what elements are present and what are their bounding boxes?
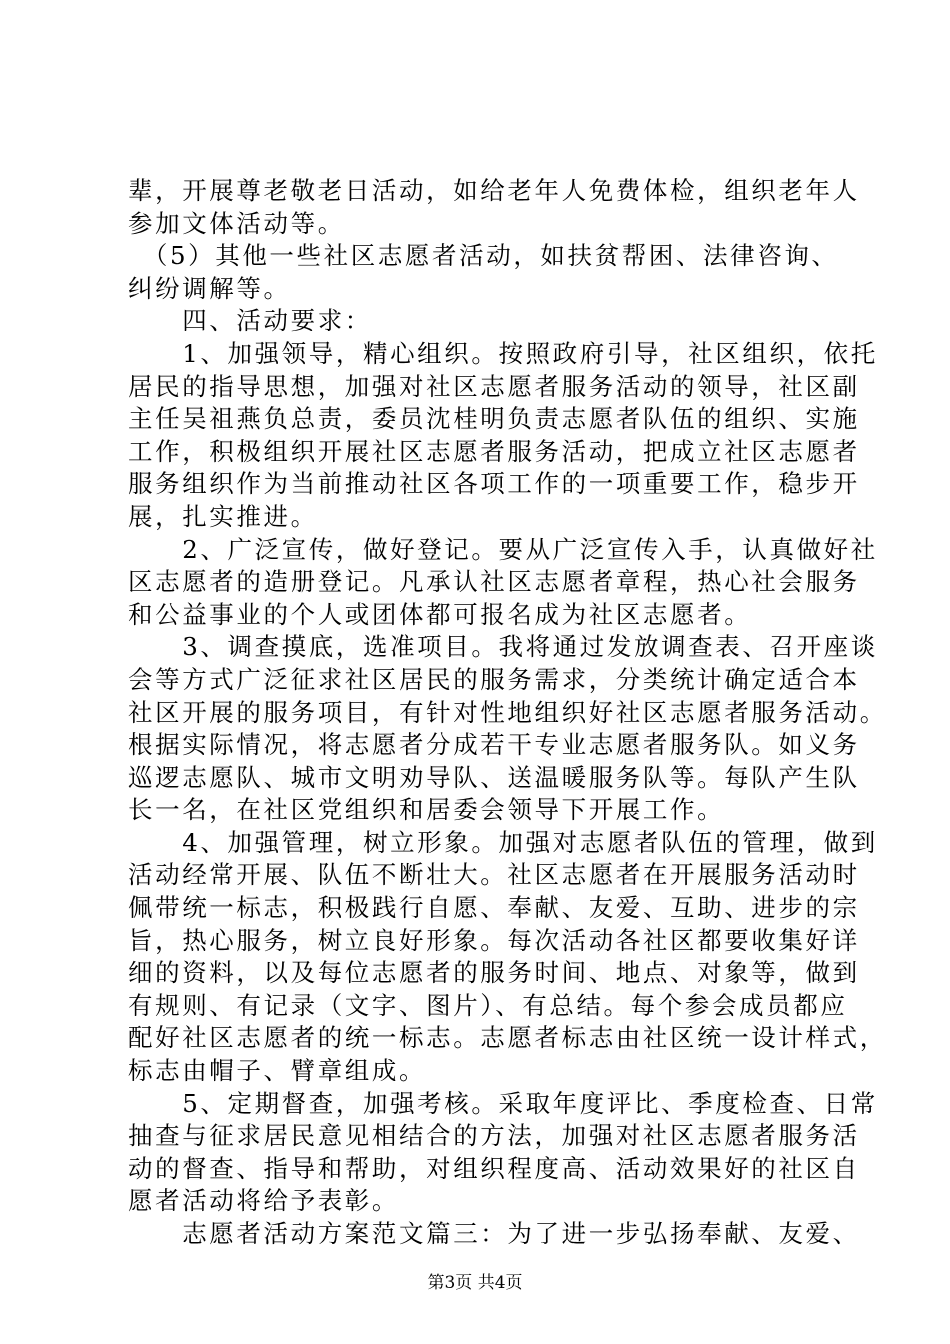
text-line: 主任吴祖燕负总责，委员沈桂明负责志愿者队伍的组织、实施 [128, 404, 860, 434]
text-line: 活动经常开展、队伍不断壮大。社区志愿者在开展服务活动时 [128, 860, 860, 890]
text-line: 居民的指导思想，加强对社区志愿者服务活动的领导，社区副 [128, 371, 860, 401]
document-body [128, 175, 887, 1251]
text-line: 辈，开展尊老敬老日活动，如给老年人免费体检，组织老年人 [128, 176, 860, 205]
text-line: 1、加强领导，精心组织。按照政府引导，社区组织，依托 [128, 338, 878, 368]
text-line: 细的资料，以及每位志愿者的服务时间、地点、对象等，做到 [128, 958, 860, 988]
text-line: 和公益事业的个人或团体都可报名成为社区志愿者。 [128, 599, 752, 629]
text-line: 长一名，在社区党组织和居委会领导下开展工作。 [128, 795, 725, 825]
text-line: （5）其他一些社区志愿者活动，如扶贫帮困、法律咨询、 [128, 241, 839, 271]
text-line: 根据实际情况，将志愿者分成若干专业志愿者服务队。如义务 [128, 730, 860, 760]
text-line: 纠纷调解等。 [128, 273, 291, 303]
text-line: 2、广泛宣传，做好登记。要从广泛宣传入手，认真做好社 [128, 534, 878, 564]
text-line: 展，扎实推进。 [128, 501, 318, 531]
text-line: 服务组织作为当前推动社区各项工作的一项重要工作，稳步开 [128, 469, 860, 499]
text-line: 参加文体活动等。 [128, 208, 345, 238]
text-line: 巡逻志愿队、城市文明劝导队、送温暖服务队等。每队产生队 [128, 762, 860, 792]
text-line: 有规则、有记录（文字、图片）、有总结。每个参会成员都应 [128, 990, 848, 1020]
text-line: 志愿者活动方案范文篇三：为了进一步弘扬奉献、友爱、 [128, 1219, 860, 1248]
text-line: 佩带统一标志，积极践行自愿、奉献、友爱、互助、进步的宗 [128, 893, 860, 923]
text-line: 社区开展的服务项目，有针对性地组织好社区志愿者服务活动。 [128, 697, 887, 727]
text-line: 配好社区志愿者的统一标志。志愿者标志由社区统一设计样式， [128, 1023, 887, 1053]
text-line: 工作，积极组织开展社区志愿者服务活动，把成立社区志愿者 [128, 436, 860, 466]
text-line: 标志由帽子、臂章组成。 [128, 1056, 427, 1086]
text-line: 愿者活动将给予表彰。 [128, 1186, 399, 1216]
text-line: 区志愿者的造册登记。凡承认社区志愿者章程，热心社会服务 [128, 567, 860, 597]
text-line: 旨，热心服务，树立良好形象。每次活动各社区都要收集好详 [128, 925, 860, 955]
text-line: 4、加强管理，树立形象。加强对志愿者队伍的管理，做到 [128, 827, 878, 857]
page-footer: 第3页 共4页 [427, 1273, 523, 1293]
text-line: 动的督查、指导和帮助，对组织程度高、活动效果好的社区自 [128, 1153, 860, 1183]
section-heading: 四、活动要求： [128, 306, 372, 336]
text-line: 抽查与征求居民意见相结合的方法，加强对社区志愿者服务活 [128, 1121, 860, 1151]
text-line: 5、定期督查，加强考核。采取年度评比、季度检查、日常 [128, 1088, 878, 1118]
text-line: 3、调查摸底，选准项目。我将通过发放调查表、召开座谈 [128, 632, 878, 662]
text-line: 会等方式广泛征求社区居民的服务需求，分类统计确定适合本 [128, 664, 860, 694]
